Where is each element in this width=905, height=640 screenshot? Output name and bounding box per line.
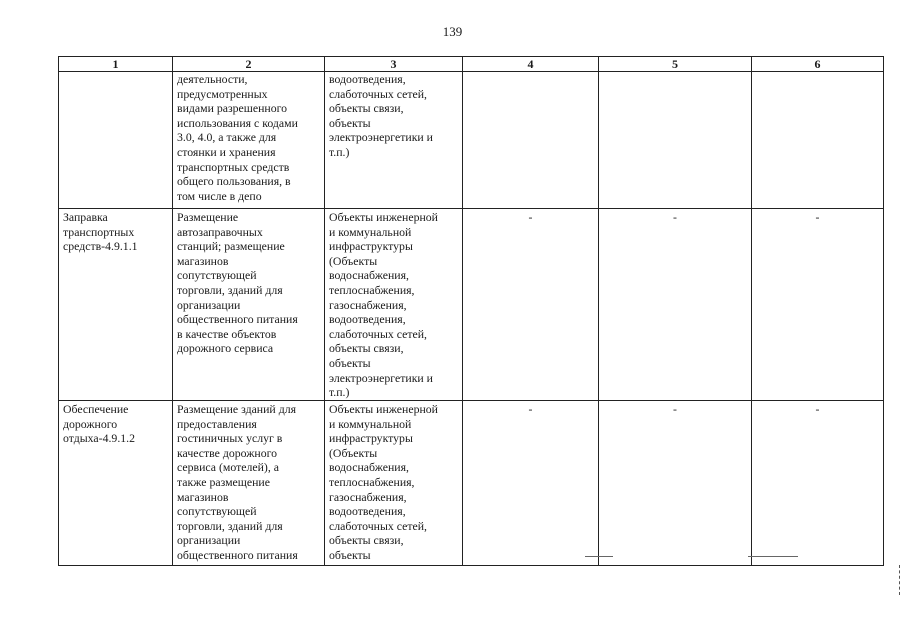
- description-cell: Размещение зданий для предоставления гостиничных услуг в качестве дорожного сервиса (мотелей), а также размещение магазинов сопутствующей торговли, зданий для организации общественного питания: [173, 401, 325, 566]
- header-col-1: 1: [59, 57, 173, 72]
- auxiliary-objects-cell: водоотведения, слаботочных сетей, объекты связи, объекты электроэнергетики и т.п.): [325, 72, 463, 209]
- col4-cell: [463, 72, 599, 209]
- table-header-row: [59, 57, 884, 72]
- page-number: 139: [442, 24, 463, 39]
- description-cell: деятельности, предусмотренных видами разрешенного использования с кодами 3.0, 4.0, а также для стоянки и хранения транспортных средств общего пользования, в том числе в депо: [173, 72, 325, 209]
- scan-artifact: [585, 556, 613, 557]
- land-use-type-cell: [59, 72, 173, 209]
- binding-mark: [899, 565, 903, 595]
- table-row: [59, 209, 884, 401]
- col6-cell: -: [752, 209, 884, 401]
- header-col-4: 4: [463, 57, 599, 72]
- land-use-type-cell: Обеспечение дорожного отдыха-4.9.1.2: [59, 401, 173, 566]
- col6-cell: [752, 72, 884, 209]
- col5-cell: -: [599, 401, 752, 566]
- description-cell: Размещение автозаправочных станций; размещение магазинов сопутствующей торговли, зданий для организации общественного питания в качестве объектов дорожного сервиса: [173, 209, 325, 401]
- auxiliary-objects-cell: Объекты инженерной и коммунальной инфраструктуры (Объекты водоснабжения, теплоснабжения, газоснабжения, водоотведения, слаботочных сетей, объекты связи, объекты электроэнергетики и т.п.): [325, 209, 463, 401]
- col5-cell: [599, 72, 752, 209]
- header-col-5: 5: [599, 57, 752, 72]
- header-col-2: 2: [173, 57, 325, 72]
- col4-cell: -: [463, 209, 599, 401]
- auxiliary-objects-cell: Объекты инженерной и коммунальной инфраструктуры (Объекты водоснабжения, теплоснабжения, газоснабжения, водоотведения, слаботочных сетей, объекты связи, объекты: [325, 401, 463, 566]
- table-row: [59, 72, 884, 209]
- header-col-3: 3: [325, 57, 463, 72]
- col5-cell: -: [599, 209, 752, 401]
- table-row: [59, 401, 884, 566]
- land-use-table: [58, 56, 884, 566]
- header-col-6: 6: [752, 57, 884, 72]
- col6-cell: -: [752, 401, 884, 566]
- land-use-type-cell: Заправка транспортных средств-4.9.1.1: [59, 209, 173, 401]
- col4-cell: -: [463, 401, 599, 566]
- scan-artifact: [748, 556, 798, 557]
